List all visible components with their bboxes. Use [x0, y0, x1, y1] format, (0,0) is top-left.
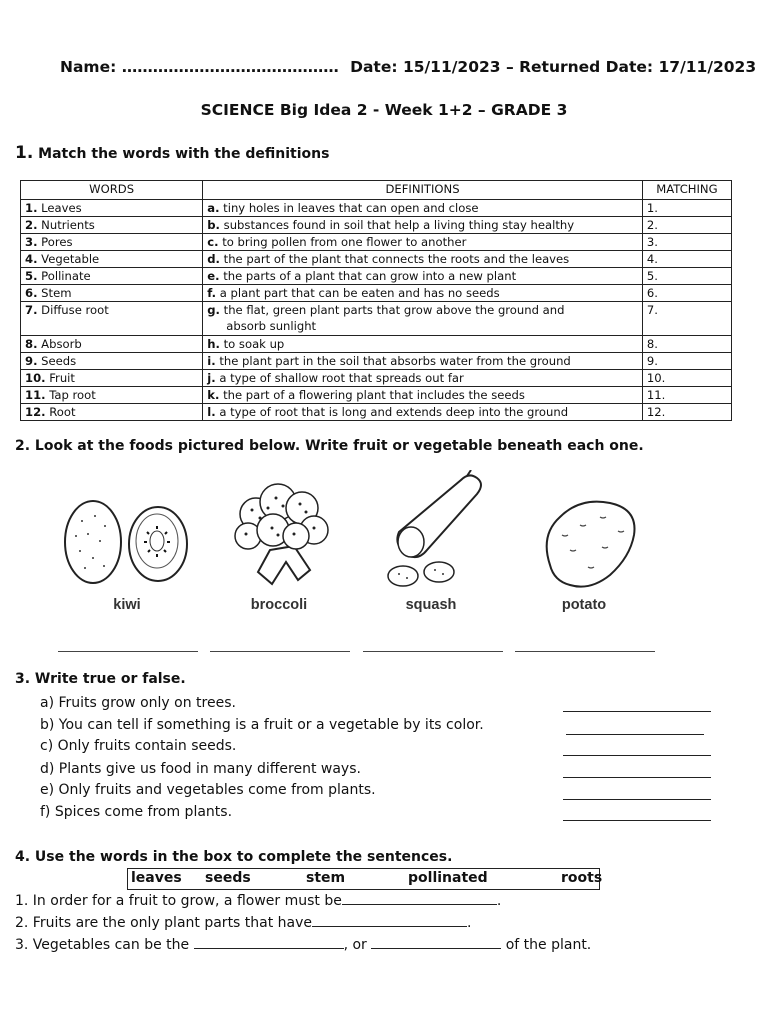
- food-label-broccoli: broccoli: [250, 597, 308, 613]
- matching-number: 4.: [646, 252, 658, 266]
- sentence-1-blank[interactable]: [342, 892, 497, 905]
- definition-text: the part of a flowering plant that includes the seeds: [223, 388, 525, 402]
- word-text: Absorb: [41, 337, 82, 351]
- definition-cell: [203, 234, 643, 251]
- sentence-1: [15, 892, 501, 909]
- sentence-1-end: .: [496, 893, 502, 909]
- sentence-2-blank[interactable]: [312, 914, 467, 927]
- table-row: [21, 285, 732, 302]
- matching-number: 2.: [646, 218, 658, 232]
- answer-line-c[interactable]: [563, 755, 711, 756]
- sentence-3-blank-1[interactable]: [194, 936, 344, 949]
- true-false-item-e: e) Only fruits and vegetables come from plants.: [40, 782, 376, 798]
- definition-text: to bring pollen from one flower to another: [222, 235, 467, 249]
- word-number: 11.: [25, 388, 46, 402]
- matching-number: 8.: [646, 337, 658, 351]
- true-false-item-f: f) Spices come from plants.: [40, 804, 233, 820]
- matching-number: 9.: [646, 354, 658, 368]
- word-box-item: pollinated: [408, 870, 488, 886]
- definition-cell: [203, 217, 643, 234]
- table-row: [21, 404, 732, 421]
- squash-image: [383, 470, 493, 590]
- definition-letter: i.: [207, 354, 216, 368]
- matching-number: 12.: [646, 405, 666, 419]
- definition-letter: l.: [207, 405, 216, 419]
- section-1-number: 1.: [15, 143, 34, 163]
- matching-answer-cell[interactable]: [642, 285, 731, 302]
- word-cell: [21, 268, 203, 285]
- table-row: [21, 387, 732, 404]
- true-false-item-c: c) Only fruits contain seeds.: [40, 738, 237, 754]
- definition-text: the parts of a plant that can grow into a new plant: [223, 269, 517, 283]
- word-number: 2.: [25, 218, 38, 232]
- matching-answer-cell[interactable]: [642, 387, 731, 404]
- word-number: 8.: [25, 337, 38, 351]
- definition-text: a type of root that is long and extends deep into the ground: [219, 405, 569, 419]
- word-cell: [21, 353, 203, 370]
- kiwi-image: [60, 496, 190, 591]
- matching-number: 7.: [646, 303, 658, 317]
- section-2-heading: 2. Look at the foods pictured below. Write fruit or vegetable beneath each one.: [15, 438, 644, 454]
- answer-line-squash[interactable]: [363, 651, 503, 652]
- word-text: Seeds: [41, 354, 77, 368]
- sentence-3: [15, 936, 591, 953]
- word-number: 4.: [25, 252, 38, 266]
- column-header-definitions: DEFINITIONS: [203, 181, 643, 200]
- definition-text: the part of the plant that connects the roots and the leaves: [223, 252, 570, 266]
- sentence-3-end: of the plant.: [501, 937, 592, 953]
- definition-letter: e.: [207, 269, 220, 283]
- word-text: Vegetable: [41, 252, 100, 266]
- matching-answer-cell[interactable]: [642, 268, 731, 285]
- answer-line-f[interactable]: [563, 820, 711, 821]
- word-cell: [21, 370, 203, 387]
- table-row: [21, 268, 732, 285]
- word-cell: [21, 234, 203, 251]
- food-label-squash: squash: [405, 597, 457, 613]
- definition-text-continued: absorb sunlight: [226, 319, 317, 333]
- word-cell: [21, 251, 203, 268]
- definition-cell: [203, 404, 643, 421]
- definition-text: tiny holes in leaves that can open and close: [223, 201, 479, 215]
- definition-letter: j.: [207, 371, 216, 385]
- column-header-matching: MATCHING: [642, 181, 731, 200]
- matching-answer-cell[interactable]: [642, 336, 731, 353]
- section-1-title: Match the words with the definitions: [38, 146, 330, 162]
- definition-text: the plant part in the soil that absorbs water from the ground: [219, 354, 571, 368]
- word-number: 3.: [25, 235, 38, 249]
- answer-line-e[interactable]: [563, 799, 711, 800]
- definition-text: the flat, green plant parts that grow above the ground and: [223, 303, 565, 317]
- word-cell: [21, 285, 203, 302]
- table-row: [21, 234, 732, 251]
- word-text: Pores: [41, 235, 73, 249]
- word-number: 12.: [25, 405, 46, 419]
- definition-letter: c.: [207, 235, 219, 249]
- word-text: Stem: [41, 286, 72, 300]
- word-cell: [21, 302, 203, 336]
- definition-letter: a.: [207, 201, 220, 215]
- answer-line-potato[interactable]: [515, 651, 655, 652]
- word-number: 5.: [25, 269, 38, 283]
- word-cell: [21, 404, 203, 421]
- potato-image: [540, 495, 640, 590]
- definition-letter: h.: [207, 337, 220, 351]
- section-4-heading: 4. Use the words in the box to complete the sentences.: [15, 849, 453, 865]
- definition-text: substances found in soil that help a living thing stay healthy: [223, 218, 575, 232]
- food-label-potato: potato: [561, 597, 607, 613]
- word-cell: [21, 336, 203, 353]
- word-text: Root: [49, 405, 76, 419]
- matching-number: 6.: [646, 286, 658, 300]
- word-box: [127, 868, 603, 890]
- word-number: 9.: [25, 354, 38, 368]
- answer-line-a[interactable]: [563, 711, 711, 712]
- header-line: [60, 58, 760, 76]
- matching-answer-cell[interactable]: [642, 234, 731, 251]
- definition-cell: [203, 336, 643, 353]
- word-number: 1.: [25, 201, 38, 215]
- matching-number: 11.: [646, 388, 666, 402]
- definition-cell: [203, 251, 643, 268]
- answer-line-kiwi[interactable]: [58, 651, 198, 652]
- true-false-item-d: d) Plants give us food in many different ways.: [40, 761, 361, 777]
- answer-line-broccoli[interactable]: [210, 651, 350, 652]
- table-row: [21, 353, 732, 370]
- sentence-3-text: 3. Vegetables can be the: [15, 937, 194, 953]
- definition-text: a plant part that can be eaten and has no seeds: [219, 286, 500, 300]
- sentence-2-text: 2. Fruits are the only plant parts that have: [15, 915, 313, 931]
- definition-cell: [203, 370, 643, 387]
- sentence-1-text: 1. In order for a fruit to grow, a flower must be: [15, 893, 342, 909]
- word-text: Diffuse root: [41, 303, 109, 317]
- food-label-kiwi: kiwi: [113, 597, 141, 613]
- word-box-item: leaves: [131, 870, 182, 886]
- true-false-item-a: a) Fruits grow only on trees.: [40, 695, 236, 711]
- definition-cell: [203, 387, 643, 404]
- definition-letter: g.: [207, 303, 220, 317]
- answer-line-b[interactable]: [566, 734, 704, 735]
- matching-number: 1.: [646, 201, 658, 215]
- matching-answer-cell[interactable]: [642, 353, 731, 370]
- word-number: 7.: [25, 303, 38, 317]
- word-number: 10.: [25, 371, 46, 385]
- table-row: [21, 217, 732, 234]
- matching-answer-cell[interactable]: [642, 370, 731, 387]
- word-cell: [21, 200, 203, 217]
- broccoli-image: [228, 480, 338, 592]
- table-header-row: [21, 181, 732, 200]
- table-row: [21, 370, 732, 387]
- word-box-item: roots: [561, 870, 603, 886]
- definition-cell: [203, 353, 643, 370]
- word-box-item: stem: [306, 870, 346, 886]
- table-row: [21, 302, 732, 336]
- definition-text: to soak up: [223, 337, 285, 351]
- definition-cell: [203, 200, 643, 217]
- table-row: [21, 336, 732, 353]
- name-field-label[interactable]: Name: ……………………………………: [60, 58, 339, 76]
- word-text: Nutrients: [41, 218, 95, 232]
- matching-answer-cell[interactable]: [642, 302, 731, 336]
- page-title: SCIENCE Big Idea 2 - Week 1+2 – GRADE 3: [200, 101, 568, 119]
- word-text: Tap root: [49, 388, 96, 402]
- section-1-heading: [15, 143, 329, 163]
- word-number: 6.: [25, 286, 38, 300]
- definition-cell: [203, 285, 643, 302]
- definition-letter: f.: [207, 286, 217, 300]
- matching-number: 3.: [646, 235, 658, 249]
- matching-answer-cell[interactable]: [642, 217, 731, 234]
- definition-letter: k.: [207, 388, 220, 402]
- sentence-2: [15, 914, 471, 931]
- true-false-item-b: b) You can tell if something is a fruit or a vegetable by its color.: [40, 717, 484, 733]
- sentence-3-mid: , or: [343, 937, 372, 953]
- matching-number: 5.: [646, 269, 658, 283]
- definition-letter: b.: [207, 218, 220, 232]
- table-row: [21, 251, 732, 268]
- date-label: Date: 15/11/2023 – Returned Date: 17/11/2023: [350, 58, 757, 76]
- matching-table: [20, 180, 732, 421]
- matching-number: 10.: [646, 371, 666, 385]
- matching-answer-cell[interactable]: [642, 404, 731, 421]
- sentence-2-end: .: [467, 915, 472, 931]
- definition-letter: d.: [207, 252, 220, 266]
- section-3-heading: 3. Write true or false.: [15, 671, 186, 687]
- word-cell: [21, 387, 203, 404]
- word-box-item: seeds: [205, 870, 251, 886]
- matching-answer-cell[interactable]: [642, 251, 731, 268]
- matching-answer-cell[interactable]: [642, 200, 731, 217]
- word-text: Fruit: [49, 371, 75, 385]
- word-cell: [21, 217, 203, 234]
- sentence-3-blank-2[interactable]: [371, 936, 501, 949]
- definition-cell: [203, 302, 643, 336]
- answer-line-d[interactable]: [563, 777, 711, 778]
- table-row: [21, 200, 732, 217]
- definition-cell: [203, 268, 643, 285]
- column-header-words: WORDS: [21, 181, 203, 200]
- word-text: Pollinate: [41, 269, 91, 283]
- definition-text: a type of shallow root that spreads out far: [219, 371, 464, 385]
- word-text: Leaves: [41, 201, 82, 215]
